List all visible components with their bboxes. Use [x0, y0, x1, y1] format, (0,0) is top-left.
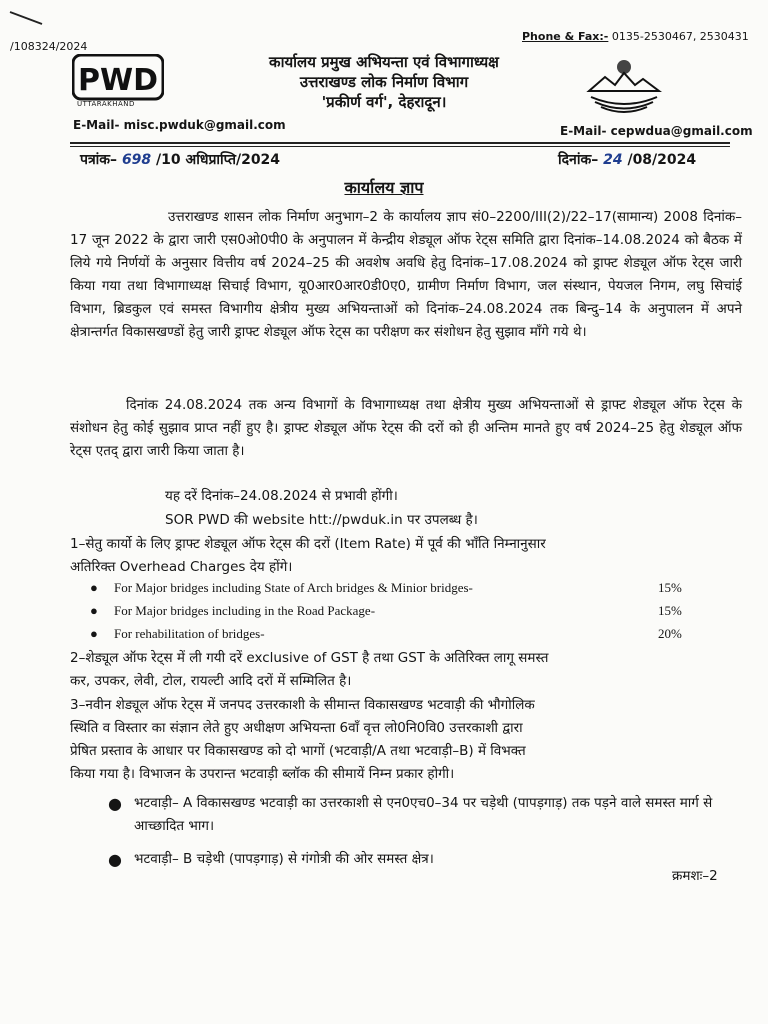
- reference-rest: /10 अधिप्राप्ति/2024: [156, 152, 281, 168]
- bullet-dot: ●: [90, 626, 98, 641]
- overhead-item-text: For rehabilitation of bridges-: [114, 626, 265, 641]
- paragraph-2: दिनांक 24.08.2024 तक अन्य विभागों के विभागाध्यक्ष तथा क्षेत्रीय मुख्य अभियन्ताओं से ड्राफ्ट शेड्यूल ऑफ रेट्स के संशोधन हेतु कोई सुझाव प्राप्त नहीं हुए है। ड्राफ्ट शेड्यूल ऑफ रेट्स की दरों को ही अन्तिम मानते हुए वर्ष 2024–25 हेतु शेड्यूल ऑफ रेट्स एतद् द्वारा जारी किया जाता है।: [70, 397, 742, 459]
- office-name-line1: कार्यालय प्रमुख अभियन्ता एवं विभागाध्यक्ष: [269, 53, 499, 71]
- logo-text: PWD: [78, 63, 158, 98]
- handwritten-tick-mark: [8, 8, 44, 26]
- reference-number: [80, 150, 280, 169]
- point-3-line-1: 3–नवीन शेड्यूल ऑफ रेट्स में जनपद उत्तरकाशी के सीमान्त विकासखण्ड भटवाड़ी की भौगोलिक: [70, 697, 535, 713]
- point-1-line-2: अतिरिक्त Overhead Charges देय होंगे।: [70, 559, 293, 575]
- bullet-dot: ●: [90, 603, 98, 618]
- reference-label: पत्रांक–: [80, 152, 118, 168]
- point-3-line-2: स्थिति व विस्तार का संज्ञान लेते हुए अधीक्षण अभियन्ता 6वॉं वृत्त लो0नि0वि0 उत्तरकाशी द्वारा: [70, 720, 523, 736]
- phone-fax: [522, 30, 749, 43]
- overhead-item-percent: 15%: [658, 580, 682, 595]
- overhead-item-text: For Major bridges including State of Arch bridges & Minior bridges-: [114, 580, 473, 595]
- uttarakhand-emblem: [585, 55, 663, 117]
- logo-subtitle: UTTARAKHAND: [77, 100, 135, 108]
- date-rest: /08/2024: [627, 152, 697, 168]
- bullet-dot: ●: [108, 794, 122, 813]
- effective-date-line: यह दरें दिनांक–24.08.2024 से प्रभावी होंगी।: [165, 488, 398, 504]
- memo-date: [558, 150, 696, 169]
- continued-marker: क्रमशः–2: [672, 868, 718, 884]
- point-2-line-1: 2–शेड्यूल ऑफ रेट्स में ली गयी दरें exclusive of GST है तथा GST के अतिरिक्त लागू समस्त: [70, 650, 549, 666]
- office-name-line2: उत्तराखण्ड लोक निर्माण विभाग: [299, 73, 469, 91]
- header-divider-thin: [70, 146, 730, 147]
- memo-title: कार्यालय ज्ञाप: [344, 178, 424, 197]
- email-right: E-Mail- cepwdua@gmail.com: [560, 124, 753, 138]
- paragraph-1: उत्तराखण्ड शासन लोक निर्माण अनुभाग–2 के कार्यालय ज्ञाप सं0–2200/III(2)/22–17(सामान्य) 2008 दिनांक–17 जून 2022 के द्वारा जारी एस0ओ0पी0 के अनुपालन में केन्द्रीय शेड्यूल ऑफ रेट्स समिति द्वारा दिनांक–14.08.2024 को बैठक में लिये गये निर्णयों के अनुसार वित्तीय वर्ष 2024–25 की अवशेष अवधि हेतु दिनांक–17.08.2024 को ड्राफ्ट शेड्यूल ऑफ रेट्स जारी किया गया तथा विभागाध्यक्ष सिचाई विभाग, यू0आर0आर0डी0ए0, ग्रामीण निर्माण विभाग, जल संस्थान, पेयजल निगम, लघु सिचांई विभाग, ब्रिडकुल एवं समस्त विभागीय क्षेत्रीय मुख्य अभियन्ताओं को दिनांक–24.08.2024 तक बिन्दु–14 के अनुपालन में अपने क्षेत्रान्तर्गत विकासखण्डों हेतु जारी ड्राफ्ट शेड्यूल ऑफ रेट्स का परीक्षण कर संशोधन हेतु सुझाव माँगे गये थे।: [70, 209, 742, 340]
- office-name-line3: 'प्रकीर्ण वर्ग', देहरादून।: [321, 93, 447, 111]
- block-division-text: भटवाड़ी– B चड़ेथी (पापड़गाड़) से गंगोत्री की ओर समस्त क्षेत्र।: [134, 851, 434, 867]
- overhead-item-text: For Major bridges including in the Road Package-: [114, 603, 376, 618]
- email-left: E-Mail- misc.pwduk@gmail.com: [73, 118, 286, 132]
- point-1-line-1: 1–सेतु कार्यो के लिए ड्राफ्ट शेड्यूल ऑफ रेट्स की दरों (Item Rate) में पूर्व की भाँति निम्नानुसार: [70, 536, 546, 552]
- overhead-item-percent: 15%: [658, 603, 682, 618]
- point-3-line-3: प्रेषित प्रस्ताव के आधार पर विकासखण्ड को दो भागों (भटवाड़ी/A तथा भटवाड़ी–B) में विभक्त: [70, 743, 526, 759]
- point-3-line-4: किया गया है। विभाजन के उपरान्त भटवाड़ी ब्लॉक की सीमायें निम्न प्रकार होगी।: [70, 766, 455, 782]
- website-line: SOR PWD की website htt://pwduk.in पर उपलब्ध है।: [165, 512, 478, 528]
- point-2-line-2: कर, उपकर, लेवी, टोल, रायल्टी आदि दरों में सम्मिलित है।: [70, 673, 352, 689]
- handwritten-reference-no: 698: [121, 152, 152, 168]
- bullet-dot: ●: [108, 850, 122, 869]
- bullet-dot: ●: [90, 580, 98, 595]
- handwritten-date-day: 24: [603, 152, 623, 168]
- document-number: /108324/2024: [10, 40, 88, 53]
- date-label: दिनांक–: [558, 152, 599, 168]
- header-divider: [70, 142, 730, 144]
- phone-numbers: 0135-2530467, 2530431: [611, 30, 749, 43]
- overhead-item-percent: 20%: [658, 626, 682, 641]
- block-division-text: भटवाड़ी– A विकासखण्ड भटवाड़ी का उत्तरकाशी से एन0एच0–34 पर चड़ेथी (पापड़गाड़) तक पड़ने वाले समस्त मार्ग से आच्छादित भाग।: [134, 795, 713, 834]
- phone-label: Phone & Fax:-: [522, 30, 609, 43]
